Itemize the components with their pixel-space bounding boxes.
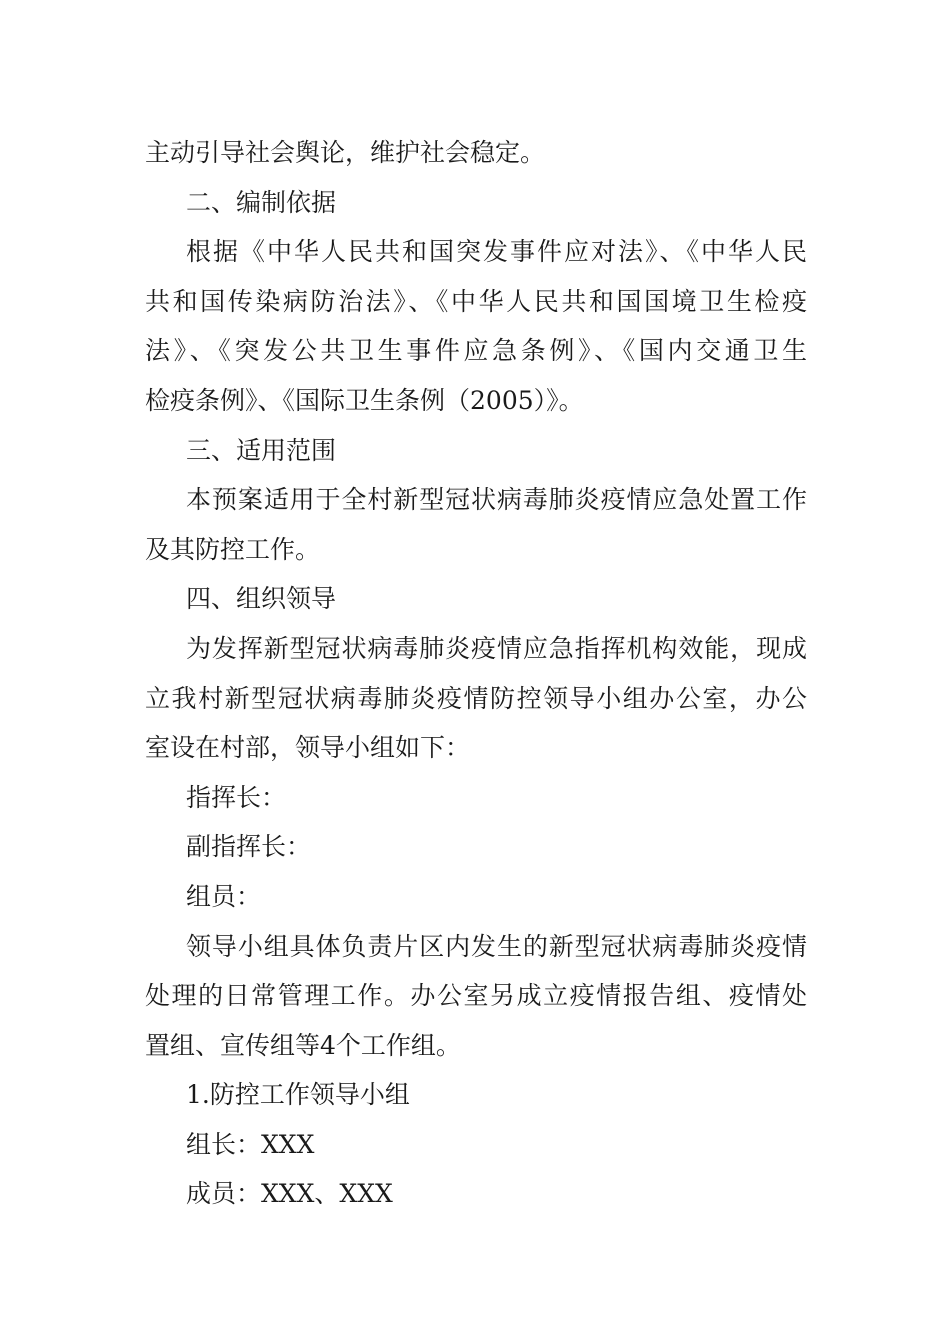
group-leader: 组长：XXX xyxy=(186,1129,315,1159)
paragraph-line: 共和国传染病防治法》、《中华人民共和国国境卫生检疫 xyxy=(145,286,807,316)
paragraph-line: 置组、宣传组等4个工作组。 xyxy=(145,1030,461,1060)
section-heading-scope: 三、适用范围 xyxy=(186,435,337,465)
paragraph-line: 为发挥新型冠状病毒肺炎疫情应急指挥机构效能，现成 xyxy=(186,633,807,663)
document-body xyxy=(145,128,807,1219)
section-heading-organization: 四、组织领导 xyxy=(186,584,337,614)
section-heading-basis: 二、编制依据 xyxy=(186,187,337,217)
role-commander: 指挥长： xyxy=(186,782,287,812)
paragraph-line: 本预案适用于全村新型冠状病毒肺炎疫情应急处置工作 xyxy=(186,485,807,515)
paragraph-line: 及其防控工作。 xyxy=(145,534,321,564)
paragraph-line: 立我村新型冠状病毒肺炎疫情防控领导小组办公室，办公 xyxy=(145,683,807,713)
paragraph-line: 法》、《突发公共卫生事件应急条例》、《国内交通卫生 xyxy=(145,336,807,366)
paragraph-line: 室设在村部，领导小组如下： xyxy=(145,733,471,763)
paragraph-line: 领导小组具体负责片区内发生的新型冠状病毒肺炎疫情 xyxy=(186,931,807,961)
paragraph-line: 检疫条例》、《国际卫生条例（2005）》。 xyxy=(145,385,584,415)
paragraph-line: 处理的日常管理工作。办公室另成立疫情报告组、疫情处 xyxy=(145,981,807,1011)
role-deputy-commander: 副指挥长： xyxy=(186,832,312,862)
group-members: 成员：XXX、XXX xyxy=(186,1179,393,1209)
subsection-heading: 1.防控工作领导小组 xyxy=(186,1080,410,1110)
role-members: 组员： xyxy=(186,881,262,911)
paragraph-line: 根据《中华人民共和国突发事件应对法》、《中华人民 xyxy=(186,237,807,267)
paragraph-line: 主动引导社会舆论，维护社会稳定。 xyxy=(145,138,546,167)
